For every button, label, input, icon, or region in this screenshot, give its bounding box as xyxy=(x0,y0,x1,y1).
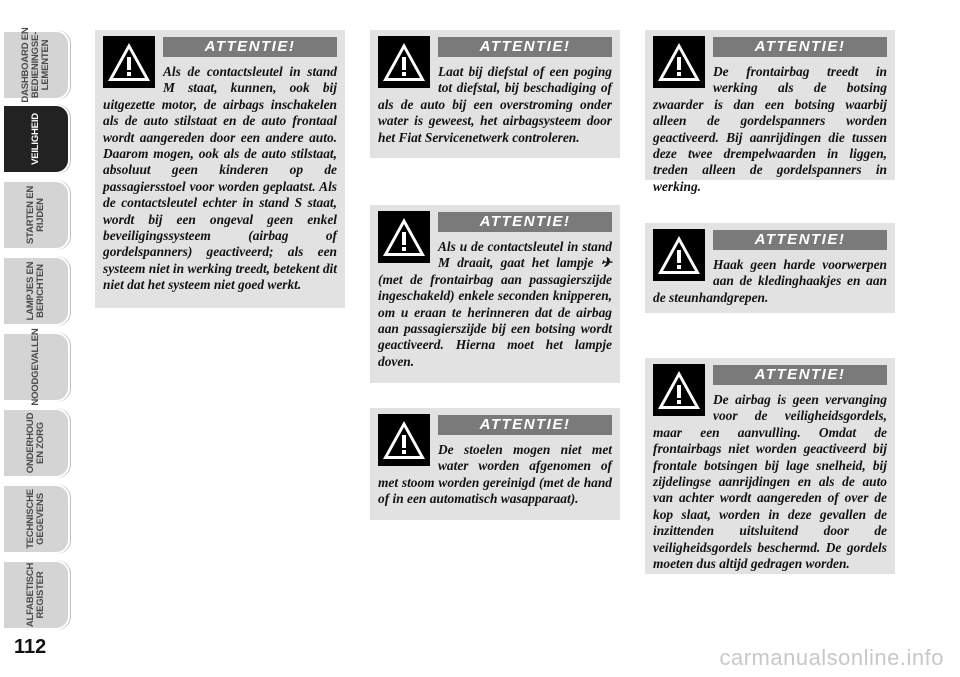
tab-lampjes-en-berichten[interactable] xyxy=(2,256,70,326)
warning-text: Als u de contactsleutel in stand M draait, gaat het lampje ✈ (met de frontairbag aan passagierszijde ingeschakeld) enkele seconden knipperen, om u eraan te herinneren dat de airbag aan passagierszijde bij een botsing wordt geactiveerd. Hierna moet het lampje doven. xyxy=(378,239,612,369)
warning-triangle-icon xyxy=(378,36,430,88)
warning-box-lampje-airbag xyxy=(370,205,620,383)
tab-noodgevallen[interactable] xyxy=(2,328,70,406)
chapter-tabs xyxy=(0,27,72,635)
warning-text: Als de contactsleutel in stand M staat, kunnen, ook bij uitgezette motor, de airbags inschakelen als de auto stilstaat en de auto frontaal wordt aangereden door een andere auto. Daarom mogen, ook als de auto stilstaat, absoluut geen kinderen op de passagiersstoel voor worden geplaatst. Als de contactsleutel echter in stand S staat, wordt bij een ongeval geen enkel beveiligingssysteem (airbag of gordelspanners) geactiveerd; als een systeem niet in werking treedt, betekent dit niet dat het systeem niet goed werkt. xyxy=(103,64,337,293)
tab-label: NOODGEVALLEN xyxy=(30,328,41,406)
warning-text: Laat bij diefstal of een poging tot diefstal, bij beschadiging of als de auto bij een overstroming onder water is geweest, het airbagsysteem door het Fiat Servicenetwerk controleren. xyxy=(378,64,612,145)
warning-triangle-icon xyxy=(103,36,155,88)
warning-box-frontairbag xyxy=(645,30,895,194)
watermark: carmanualsonline.info xyxy=(719,645,944,670)
tab-veiligheid[interactable] xyxy=(2,104,70,174)
tab-label: VEILIGHEID xyxy=(30,113,41,165)
warning-triangle-icon xyxy=(378,414,430,466)
tab-label: DASHBOARD EN BEDIENINGSE- LEMENTEN xyxy=(20,27,51,103)
warning-triangle-icon xyxy=(653,364,705,416)
tab-starten-en-rijden[interactable] xyxy=(2,180,70,250)
tab-label: ALFABETISCH REGISTER xyxy=(25,562,46,628)
warning-heading: ATTENTIE! xyxy=(438,415,612,435)
warning-triangle-icon xyxy=(378,211,430,263)
warning-text: Haak geen harde voorwerpen aan de kledinghaakjes en aan de steunhandgrepen. xyxy=(653,257,887,305)
tab-onderhoud-en-zorg[interactable] xyxy=(2,408,70,478)
warning-box-diefstal xyxy=(370,30,620,158)
warning-heading: ATTENTIE! xyxy=(713,37,887,57)
warning-heading: ATTENTIE! xyxy=(438,37,612,57)
tab-label: ONDERHOUD EN ZORG xyxy=(25,412,46,474)
warning-box-veiligheidsgordels xyxy=(645,358,895,574)
tab-label: STARTEN EN RIJDEN xyxy=(25,186,46,244)
warning-triangle-icon xyxy=(653,36,705,88)
warning-text: De stoelen mogen niet met water worden afgenomen of met stoom worden gereinigd (met de hand of in een automatisch wasapparaat). xyxy=(378,442,612,507)
warning-heading: ATTENTIE! xyxy=(713,365,887,385)
warning-text: De airbag is geen vervanging voor de veiligheidsgordels, maar een aanvulling. Omdat de frontairbags niet worden geactiveerd bij frontale botsingen bij lage snelheid, bij zijdelingse aanrijdingen en als de auto van achter wordt aangereden of over de kop slaat, worden in deze gevallen de inzittenden uitsluitend door de veiligheidsgordels beschermd. De gordels moeten dus altijd gedragen worden. xyxy=(653,392,887,572)
warning-heading: ATTENTIE! xyxy=(163,37,337,57)
warning-text: De frontairbag treedt in werking als de botsing zwaarder is dan een botsing waarbij alleen de gordelspanners worden geactiveerd. Bij aanrijdingen die tussen deze twee drempelwaarden in liggen, treden alleen de gordelspanners in werking. xyxy=(653,64,887,194)
warning-box-contactsleutel-m xyxy=(95,30,345,308)
warning-triangle-icon xyxy=(653,229,705,281)
warning-heading: ATTENTIE! xyxy=(438,212,612,232)
tab-alfabetisch-register[interactable] xyxy=(2,560,70,630)
warning-box-kledinghaakjes xyxy=(645,223,895,313)
page-number: 112 xyxy=(14,636,47,658)
tab-technische-gegevens[interactable] xyxy=(2,484,70,554)
tab-dashboard[interactable] xyxy=(2,27,70,103)
tab-label: LAMPJES EN BERICHTEN xyxy=(25,261,46,321)
warning-box-stoelen xyxy=(370,408,620,520)
tab-label: TECHNISCHE GEGEVENS xyxy=(25,489,46,549)
warning-heading: ATTENTIE! xyxy=(713,230,887,250)
